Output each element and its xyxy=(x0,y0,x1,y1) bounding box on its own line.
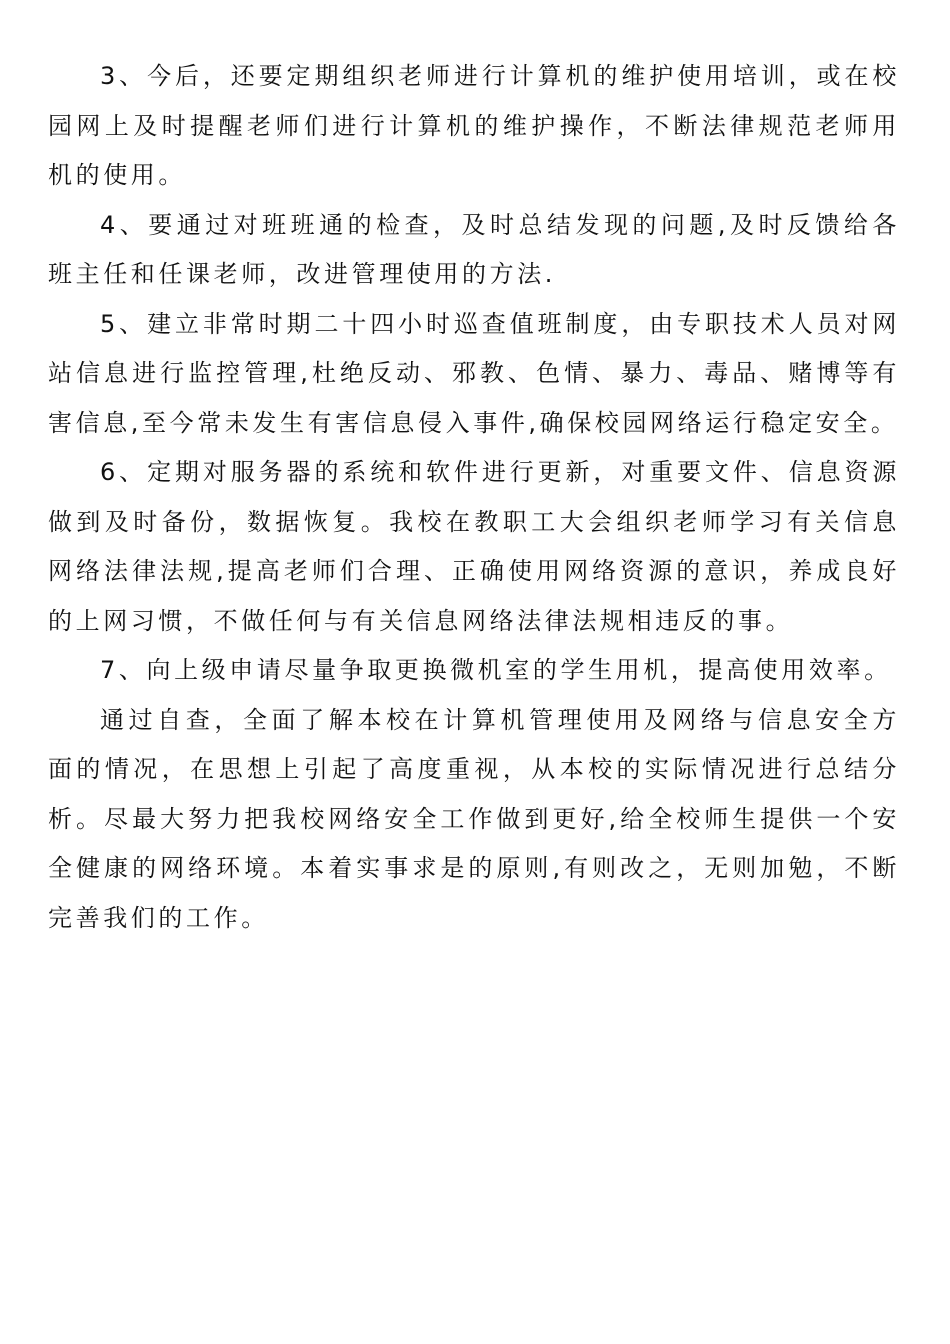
paragraph-item-3: 3、今后，还要定期组织老师进行计算机的维护使用培训，或在校园网上及时提醒老师们进行计算机的维护操作，不断法律规范老师用机的使用。 xyxy=(48,62,900,189)
paragraph-item-7: 7、向上级申请尽量争取更换微机室的学生用机，提高使用效率。 xyxy=(100,656,892,684)
paragraph-conclusion: 通过自查，全面了解本校在计算机管理使用及网络与信息安全方面的情况，在思想上引起了高度重视，从本校的实际情况进行总结分析。尽最大努力把我校网络安全工作做到更好,给全校师生提供一个安全健康的网络环境。本着实事求是的原则,有则改之，无则加勉，不断完善我们的工作。 xyxy=(48,705,900,932)
paragraph-item-4: 4、要通过对班班通的检查，及时总结发现的问题,及时反馈给各班主任和任课老师，改进管理使用的方法. xyxy=(48,210,900,288)
document-body xyxy=(48,52,900,943)
paragraph-item-6: 6、定期对服务器的系统和软件进行更新，对重要文件、信息资源做到及时备份，数据恢复。我校在教职工大会组织老师学习有关信息网络法律法规,提高老师们合理、正确使用网络资源的意识，养成良好的上网习惯，不做任何与有关信息网络法律法规相违反的事。 xyxy=(48,458,900,635)
paragraph-item-5: 5、建立非常时期二十四小时巡查值班制度，由专职技术人员对网站信息进行监控管理,杜绝反动、邪教、色情、暴力、毒品、赌博等有害信息,至今常未发生有害信息侵入事件,确保校园网络运行稳定安全。 xyxy=(48,309,900,437)
